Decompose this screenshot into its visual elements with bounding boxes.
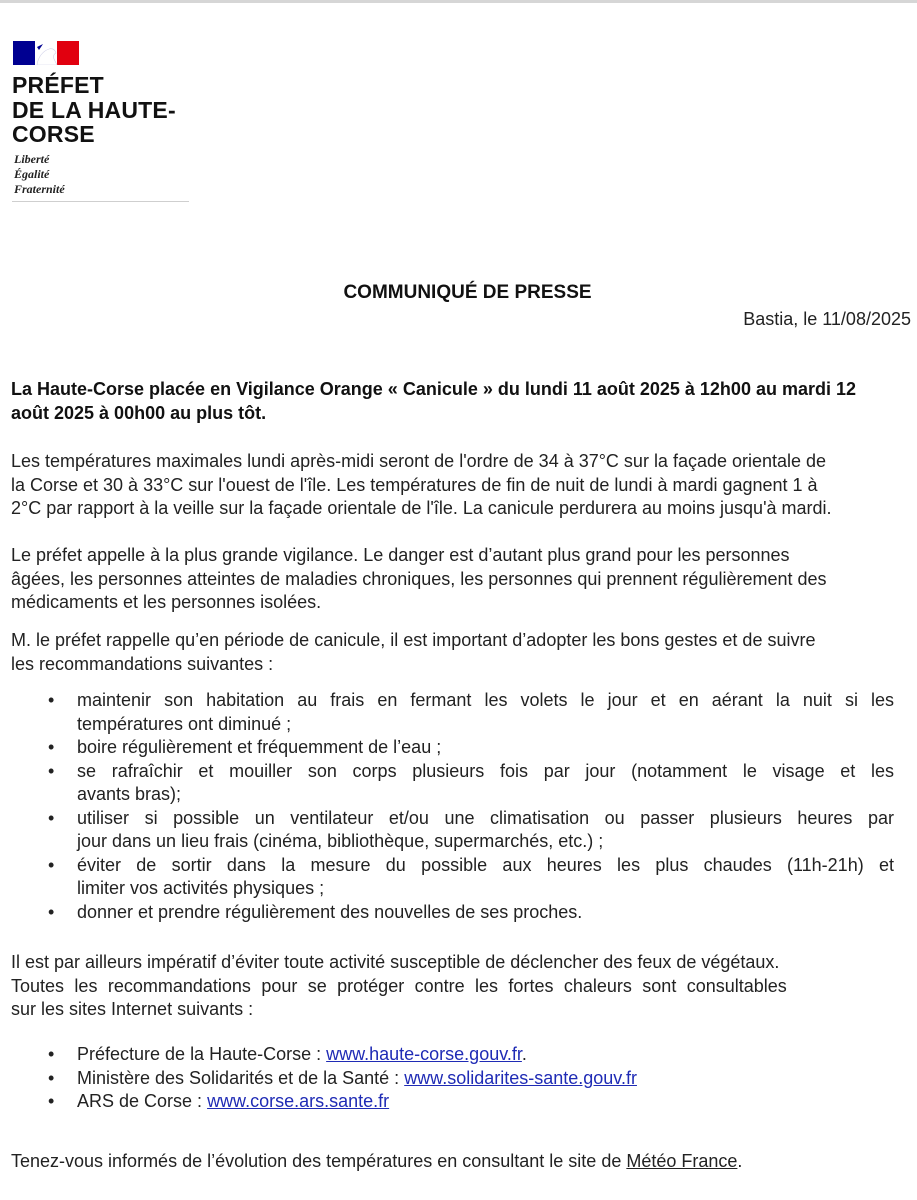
motto-line: Égalité bbox=[14, 167, 50, 181]
footer-paragraph bbox=[11, 1151, 742, 1172]
footer-suffix: . bbox=[737, 1151, 743, 1171]
headline-line: août 2025 à 00h00 au plus tôt. bbox=[11, 402, 267, 423]
prefet-title-line: CORSE bbox=[12, 121, 95, 147]
paragraph-temperatures bbox=[11, 450, 832, 521]
prefet-title-line: DE LA HAUTE- bbox=[12, 96, 176, 123]
bullet-icon: • bbox=[48, 1067, 55, 1088]
link-haute-corse[interactable]: www.haute-corse.gouv.fr bbox=[326, 1044, 522, 1064]
bullet-icon: • bbox=[48, 1044, 55, 1064]
paragraph-line: les recommandations suivantes : bbox=[11, 653, 274, 674]
prefet-title bbox=[12, 73, 212, 147]
bullet-icon: • bbox=[48, 854, 55, 875]
bullet-icon: • bbox=[48, 901, 55, 922]
dateline: Bastia, le 11/08/2025 bbox=[743, 309, 911, 329]
recommendation-item bbox=[11, 854, 894, 901]
prefet-title-line: PRÉFET bbox=[12, 72, 104, 98]
paragraph-line: Toutes les recommandations pour se protéger contre les fortes chaleurs sont consultables bbox=[11, 975, 787, 996]
paragraph-line: âgées, les personnes atteintes de maladies chroniques, les personnes qui prennent régulièrement des bbox=[11, 568, 827, 589]
website-label: Ministère des Solidarités et de la Santé : bbox=[77, 1067, 405, 1088]
website-suffix: . bbox=[521, 1044, 527, 1064]
paragraph-fires bbox=[11, 951, 787, 1022]
link-ars-corse[interactable]: www.corse.ars.sante.fr bbox=[207, 1091, 390, 1111]
headline-line: La Haute-Corse placée en Vigilance Orange « Canicule » du lundi 11 août 2025 à 12h00 au mardi 12 bbox=[11, 379, 856, 399]
logo-divider bbox=[12, 201, 189, 202]
recommendation-line: maintenir son habitation au frais en fermant les volets le jour et en aérant la nuit si les bbox=[77, 690, 894, 710]
recommendation-line: boire régulièrement et fréquemment de l’eau ; bbox=[77, 737, 442, 757]
website-item bbox=[11, 1090, 637, 1114]
recommendation-item bbox=[11, 736, 894, 760]
bullet-icon: • bbox=[48, 1091, 55, 1111]
recommendation-line: températures ont diminué ; bbox=[77, 713, 292, 734]
paragraph-line: M. le préfet rappelle qu’en période de canicule, il est important d’adopter les bons gestes et de suivre bbox=[11, 630, 816, 650]
website-item bbox=[11, 1067, 637, 1091]
recommendation-item bbox=[11, 760, 894, 807]
recommendation-item bbox=[11, 689, 894, 736]
recommendation-line: limiter vos activités physiques ; bbox=[77, 878, 325, 898]
recommendations-list bbox=[11, 689, 894, 924]
paragraph-line: Les températures maximales lundi après-midi seront de l'ordre de 34 à 37°C sur la façade orientale de bbox=[11, 451, 827, 471]
recommendation-item bbox=[11, 807, 894, 854]
recommendation-item bbox=[11, 901, 894, 925]
motto-line: Fraternité bbox=[14, 182, 65, 196]
paragraph-recommendations-intro bbox=[11, 629, 815, 676]
bullet-icon: • bbox=[48, 690, 55, 710]
recommendation-line: avants bras); bbox=[77, 784, 182, 804]
recommendation-line: donner et prendre régulièrement des nouvelles de ses proches. bbox=[77, 901, 583, 922]
bullet-icon: • bbox=[48, 737, 55, 757]
paragraph-line: Il est par ailleurs impératif d’éviter toute activité susceptible de déclencher des feux de végétaux. bbox=[11, 952, 780, 972]
headline bbox=[11, 378, 856, 425]
bullet-icon: • bbox=[48, 760, 55, 781]
flag-blue-band bbox=[13, 41, 35, 65]
recommendation-line: se rafraîchir et mouiller son corps plusieurs fois par jour (notamment le visage et les bbox=[77, 760, 894, 781]
paragraph-line: Le préfet appelle à la plus grande vigilance. Le danger est d’autant plus grand pour les personnes bbox=[11, 545, 790, 565]
republic-motto bbox=[14, 152, 65, 197]
link-solidarites-sante[interactable]: www.solidarites-sante.gouv.fr bbox=[404, 1067, 637, 1088]
website-label: ARS de Corse : bbox=[77, 1091, 208, 1111]
link-meteo-france[interactable]: Météo France bbox=[626, 1151, 738, 1171]
paragraph-line: sur les sites Internet suivants : bbox=[11, 999, 254, 1019]
top-border bbox=[0, 0, 917, 3]
paragraph-line: médicaments et les personnes isolées. bbox=[11, 592, 322, 612]
footer-text: Tenez-vous informés de l’évolution des températures en consultant le site de bbox=[11, 1151, 627, 1171]
recommendation-line: utiliser si possible un ventilateur et/ou une climatisation ou passer plusieurs heures par bbox=[77, 807, 894, 828]
websites-list bbox=[11, 1043, 637, 1114]
motto-line: Liberté bbox=[14, 152, 50, 166]
paragraph-line: la Corse et 30 à 33°C sur l'ouest de l'île. Les températures de fin de nuit de lundi à mardi gagnent 1 à bbox=[11, 474, 818, 495]
marianne-flag-logo bbox=[13, 41, 79, 65]
paragraph-vigilance bbox=[11, 544, 827, 615]
website-label: Préfecture de la Haute-Corse : bbox=[77, 1044, 327, 1064]
press-release-title: COMMUNIQUÉ DE PRESSE bbox=[343, 282, 592, 303]
website-item bbox=[11, 1043, 637, 1067]
bullet-icon: • bbox=[48, 807, 55, 828]
paragraph-line: 2°C par rapport à la veille sur la façade orientale de l'île. La canicule perdurera au moins jusqu'à mardi. bbox=[11, 498, 832, 518]
recommendation-line: jour dans un lieu frais (cinéma, bibliothèque, supermarchés, etc.) ; bbox=[77, 831, 604, 851]
recommendation-line: éviter de sortir dans la mesure du possible aux heures les plus chaudes (11h-21h) et bbox=[77, 854, 894, 875]
flag-red-band bbox=[57, 41, 79, 65]
